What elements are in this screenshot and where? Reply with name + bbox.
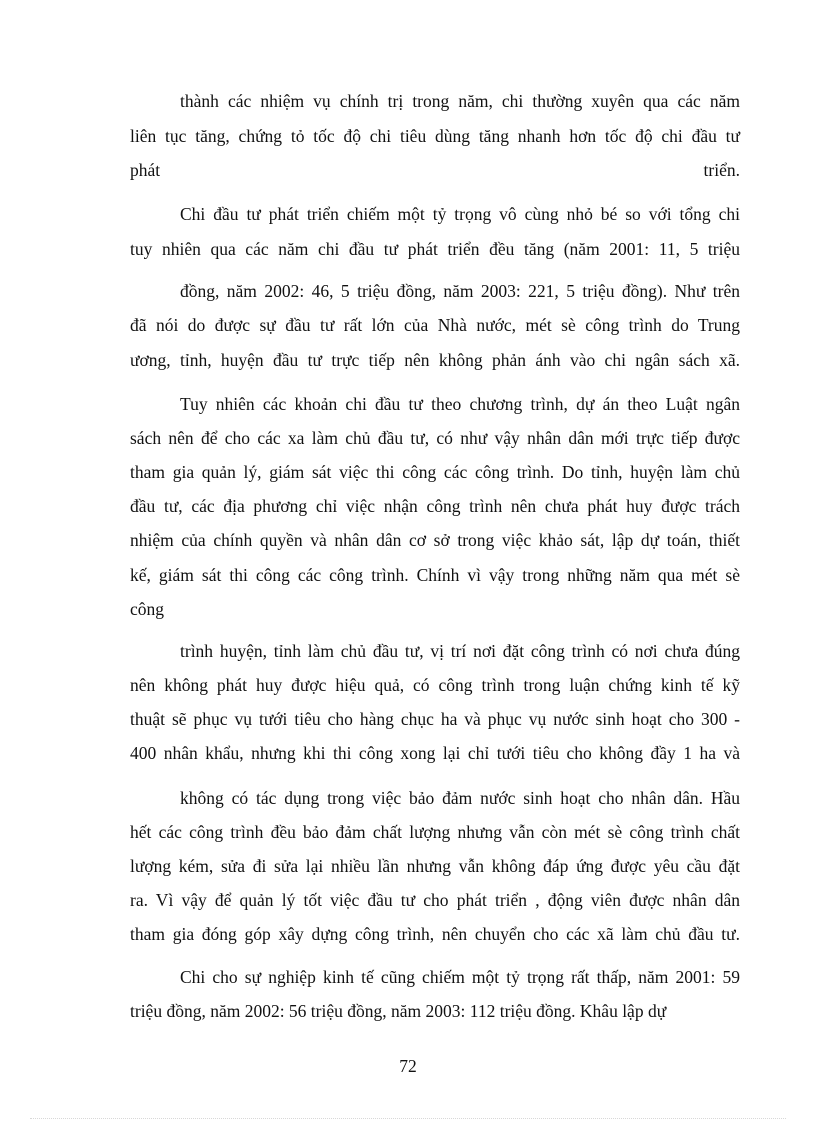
text-line: không có tác dụng trong việc bảo đảm nước sinh hoạt cho nhân dân. Hầu [180, 788, 740, 808]
text-line: nên không phát huy được hiệu quả, có công trình trong luận chứng kinh tế kỹ [130, 675, 740, 695]
text-line: hết các công trình đều bảo đảm chất lượng nhưng vẫn còn mét sè công trình chất [130, 822, 740, 842]
text-fragment: triển. [703, 160, 740, 180]
text-line: đã nói do được sự đầu tư rất lớn của Nhà nước, mét sè công trình do Trung [130, 315, 740, 335]
text-line: Tuy nhiên các khoản chi đầu tư theo chương trình, dự án theo Luật ngân [180, 394, 740, 414]
text-line: sách nên để cho các xa làm chủ đầu tư, có như vậy nhân dân mới trực tiếp được [130, 428, 740, 448]
text-line: trình huyện, tỉnh làm chủ đầu tư, vị trí nơi đặt công trình có nơi chưa đúng [180, 641, 740, 661]
text-line: tuy nhiên qua các năm chi đầu tư phát triển đều tăng (năm 2001: 11, 5 triệu [130, 239, 740, 259]
text-line: ương, tỉnh, huyện đầu tư trực tiếp nên không phản ánh vào chi ngân sách xã. [130, 350, 740, 370]
page-bottom-border [30, 1118, 786, 1119]
text-line: tham gia quản lý, giám sát việc thi công các công trình. Do tỉnh, huyện làm chủ [130, 462, 740, 482]
text-line: công [130, 599, 165, 619]
text-line: 400 nhân khẩu, nhưng khi thi công xong lại chỉ tưới tiêu cho không đầy 1 ha và [130, 743, 740, 763]
text-line: đồng, năm 2002: 46, 5 triệu đồng, năm 2003: 221, 5 triệu đồng). Như trên [180, 281, 740, 301]
text-line: tham gia đóng góp xây dựng công trình, nên chuyển cho các xã làm chủ đầu tư. [130, 924, 740, 944]
text-line: lượng kém, sửa đi sửa lại nhiều lần nhưng vẫn không đáp ứng được yêu cầu đặt [130, 856, 740, 876]
text-line: Chi đầu tư phát triển chiếm một tỷ trọng vô cùng nhỏ bé so với tổng chi [180, 204, 740, 224]
page-number: 72 [399, 1056, 417, 1076]
text-fragment: phát [130, 160, 161, 180]
text-line: thành các nhiệm vụ chính trị trong năm, chi thường xuyên qua các năm [180, 91, 740, 111]
text-line: Chi cho sự nghiệp kinh tế cũng chiếm một tỷ trọng rất thấp, năm 2001: 59 [180, 967, 740, 987]
text-line-split [130, 159, 740, 181]
text-line: liên tục tăng, chứng tỏ tốc độ chi tiêu dùng tăng nhanh hơn tốc độ chi đầu tư [130, 126, 740, 146]
text-line: kế, giám sát thi công các công trình. Chính vì vậy trong những năm qua mét sè [130, 565, 740, 585]
text-line: nhiệm của chính quyền và nhân dân cơ sở trong việc khảo sát, lập dự toán, thiết [130, 530, 740, 550]
text-line: ra. Vì vậy để quản lý tốt việc đầu tư cho phát triển , động viên được nhân dân [130, 890, 740, 910]
text-line: triệu đồng, năm 2002: 56 triệu đồng, năm 2003: 112 triệu đồng. Khâu lập dự [130, 1001, 667, 1021]
text-line: đầu tư, các địa phương chỉ việc nhận công trình nên chưa phát huy được trách [130, 496, 740, 516]
text-line: thuật sẽ phục vụ tưới tiêu cho hàng chục ha và phục vụ nước sinh hoạt cho 300 - [130, 709, 740, 729]
